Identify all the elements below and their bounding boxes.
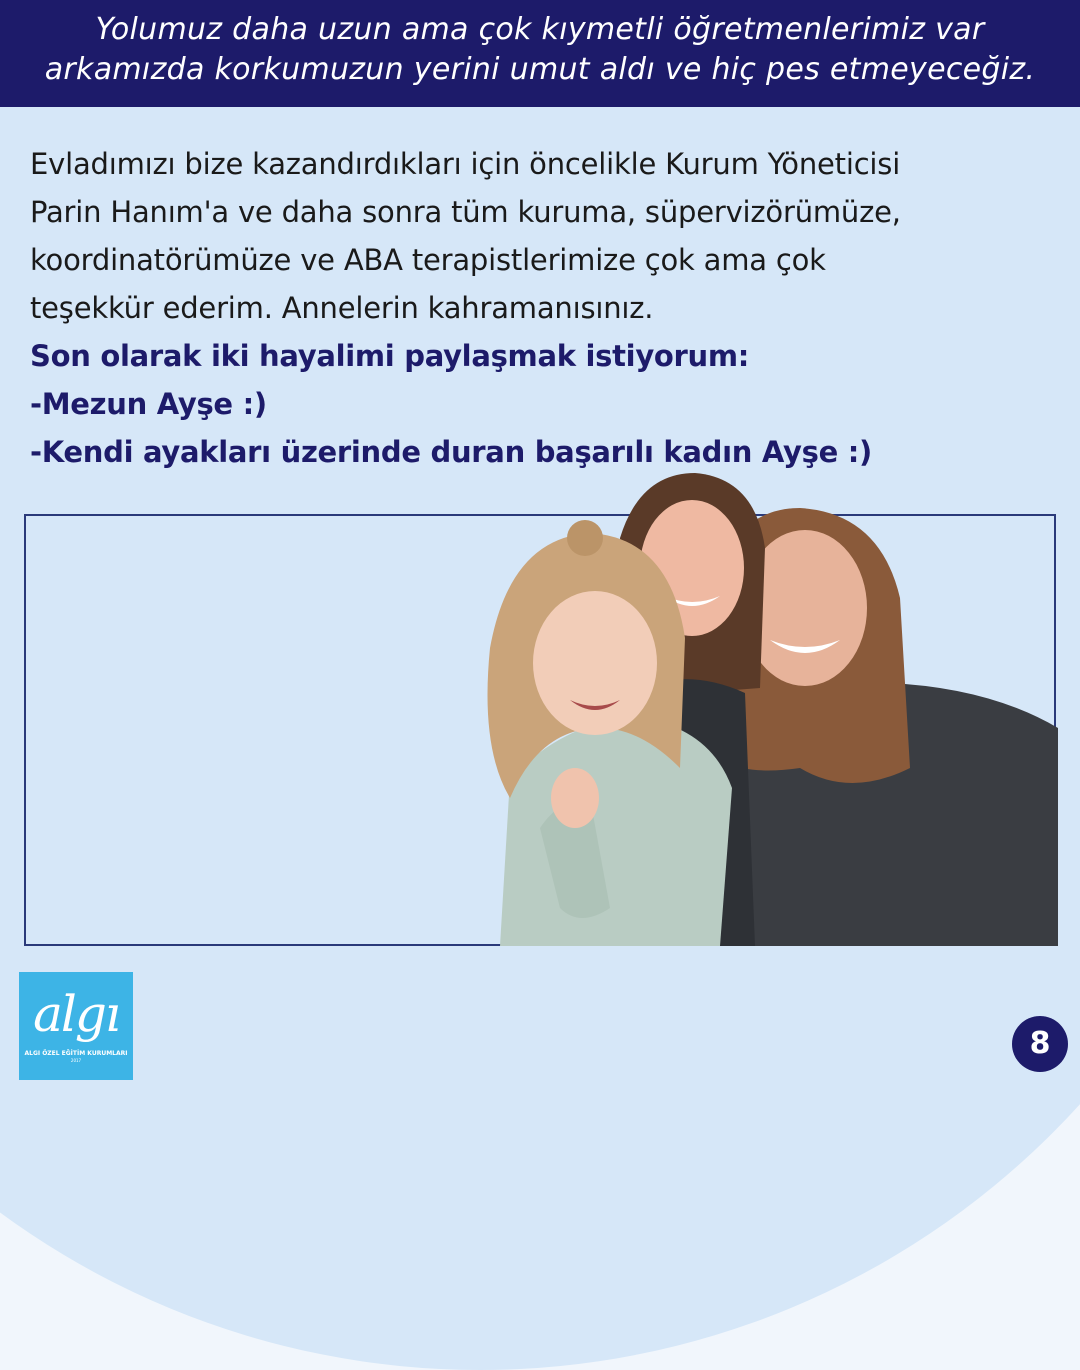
logo-name: ALGI ÖZEL EĞİTİM KURUMLARI [24, 1050, 128, 1057]
testimonial-text [30, 140, 1060, 332]
dreams-intro: Son olarak iki hayalimi paylaşmak istiyorum: [30, 339, 750, 373]
header-line-1: Yolumuz daha uzun ama çok kıymetli öğretmenlerimiz var [95, 12, 985, 47]
algi-logo [19, 972, 133, 1080]
header-banner [0, 0, 1080, 107]
page-number-badge: 8 [1012, 1016, 1068, 1072]
testimonial-line: Evladımızı bize kazandırdıkları için öncelikle Kurum Yöneticisi [30, 147, 901, 181]
testimonial-line: koordinatörümüze ve ABA terapistlerimize çok ama çok [30, 243, 826, 277]
header-line-2: arkamızda korkumuzun yerini umut aldı ve hiç pes etmeyeceğiz. [44, 52, 1036, 87]
testimonial-line: teşekkür ederim. Annelerin kahramanısınız. [30, 291, 654, 325]
logo-year: 2017 [70, 1058, 82, 1063]
dream-item: -Mezun Ayşe :) [30, 387, 267, 421]
dream-item: -Kendi ayakları üzerinde duran başarılı kadın Ayşe :) [30, 435, 872, 469]
family-photo [470, 468, 1058, 946]
dreams-text [30, 332, 872, 476]
family-photo-illustration [470, 468, 1058, 946]
testimonial-line: Parin Hanım'a ve daha sonra tüm kuruma, süpervizörümüze, [30, 195, 901, 229]
logo-script: algı [33, 985, 119, 1043]
